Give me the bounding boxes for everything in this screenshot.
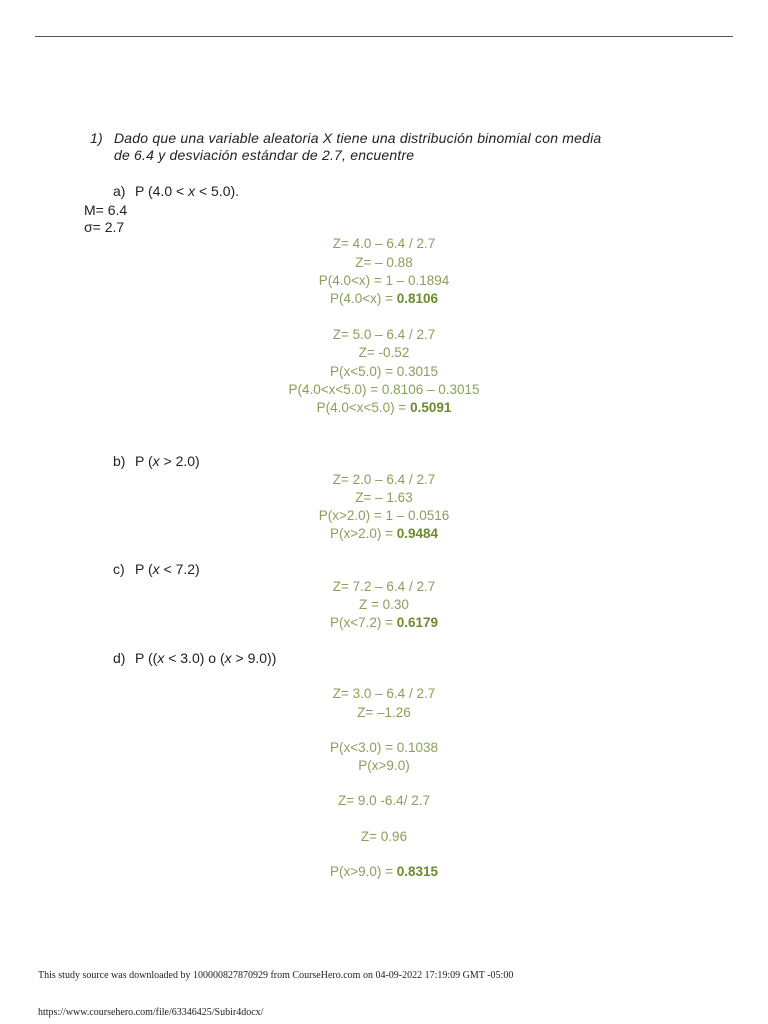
part-b-label-prefix: P ( <box>135 453 153 469</box>
calc-line: Z= – 0.88 <box>355 255 413 270</box>
given-mean: M= 6.4 <box>84 202 128 218</box>
calc-line: P(x>2.0) = 1 – 0.0516 <box>318 508 450 523</box>
calc-line: P(x<3.0) = 0.1038 <box>329 740 439 755</box>
part-c-letter: c) <box>113 561 125 577</box>
part-a-label-suffix: < 5.0). <box>195 183 240 199</box>
result-prefix: P(4.0<x<5.0) = <box>316 400 411 415</box>
part-a-label-prefix: P (4.0 < <box>135 183 189 199</box>
result-value: 0.5091 <box>410 400 452 415</box>
part-c-label-prefix: P ( <box>135 561 153 577</box>
part-d-label-var1: x <box>157 650 165 666</box>
question-text-line-2: de 6.4 y desviación estándar de 2.7, encuentre <box>114 147 415 163</box>
calc-line: Z= 2.0 – 6.4 / 2.7 <box>332 472 436 487</box>
question-text-line-1: Dado que una variable aleatoria X tiene una distribución binomial con media <box>114 130 602 146</box>
part-d-label-suffix: > 9.0)) <box>231 650 277 666</box>
calc-line: Z= –1.26 <box>357 705 411 720</box>
calc-result-line <box>0 291 768 306</box>
calc-line: Z= 7.2 – 6.4 / 2.7 <box>332 579 436 594</box>
calc-line: Z= 5.0 – 6.4 / 2.7 <box>332 327 436 342</box>
calc-line: Z= 0.96 <box>360 829 408 844</box>
result-prefix: P(x>2.0) = <box>329 526 397 541</box>
part-a-label-var: x <box>188 183 196 199</box>
part-c-label-var: x <box>152 561 160 577</box>
calc-line: Z= 4.0 – 6.4 / 2.7 <box>332 236 436 251</box>
part-d-label-mid: < 3.0) o ( <box>164 650 225 666</box>
calc-line: P(x>9.0) <box>358 758 410 773</box>
result-value: 0.8315 <box>396 864 439 879</box>
part-b-label <box>113 453 200 469</box>
calc-line: Z= 9.0 -6.4/ 2.7 <box>338 793 430 808</box>
calc-line: P(4.0<x) = 1 – 0.1894 <box>318 273 450 288</box>
source-url[interactable]: https://www.coursehero.com/file/63346425/Subir4docx/ <box>38 1007 264 1018</box>
question-number: 1) <box>90 130 103 146</box>
top-rule <box>35 36 733 37</box>
result-prefix: P(4.0<x) = <box>329 291 397 306</box>
calc-line: P(4.0<x<5.0) = 0.8106 – 0.3015 <box>288 382 480 397</box>
part-a-label <box>113 183 239 199</box>
calc-result-line <box>0 864 768 879</box>
given-sd: σ= 2.7 <box>84 219 125 235</box>
calc-line: P(x<5.0) = 0.3015 <box>329 364 439 379</box>
result-value: 0.9484 <box>396 526 439 541</box>
question-statement <box>90 130 650 164</box>
part-b-label-var: x <box>152 453 160 469</box>
part-b-letter: b) <box>113 453 126 469</box>
part-c-label-suffix: < 7.2) <box>159 561 200 577</box>
result-value: 0.8106 <box>396 291 439 306</box>
part-d-label-var2: x <box>224 650 232 666</box>
result-prefix: P(x<7.2) = <box>329 615 397 630</box>
part-b-label-suffix: > 2.0) <box>159 453 200 469</box>
calc-result-line <box>0 526 768 541</box>
part-d-label <box>113 650 276 666</box>
calc-line: Z= -0.52 <box>358 345 410 360</box>
calc-line: Z = 0.30 <box>359 597 409 612</box>
result-prefix: P(x>9.0) = <box>329 864 397 879</box>
calc-line: Z= – 1.63 <box>355 490 413 505</box>
part-d-label-prefix: P (( <box>135 650 158 666</box>
calc-result-line <box>0 615 768 630</box>
calc-result-line <box>0 400 768 415</box>
result-value: 0.6179 <box>396 615 439 630</box>
part-d-letter: d) <box>113 650 126 666</box>
part-a-letter: a) <box>113 183 126 199</box>
calc-line: Z= 3.0 – 6.4 / 2.7 <box>332 686 436 701</box>
part-c-label <box>113 561 200 577</box>
source-notice: This study source was downloaded by 100000827870929 from CourseHero.com on 04-09-2022 17:19:09 GMT -05:00 <box>38 970 514 981</box>
